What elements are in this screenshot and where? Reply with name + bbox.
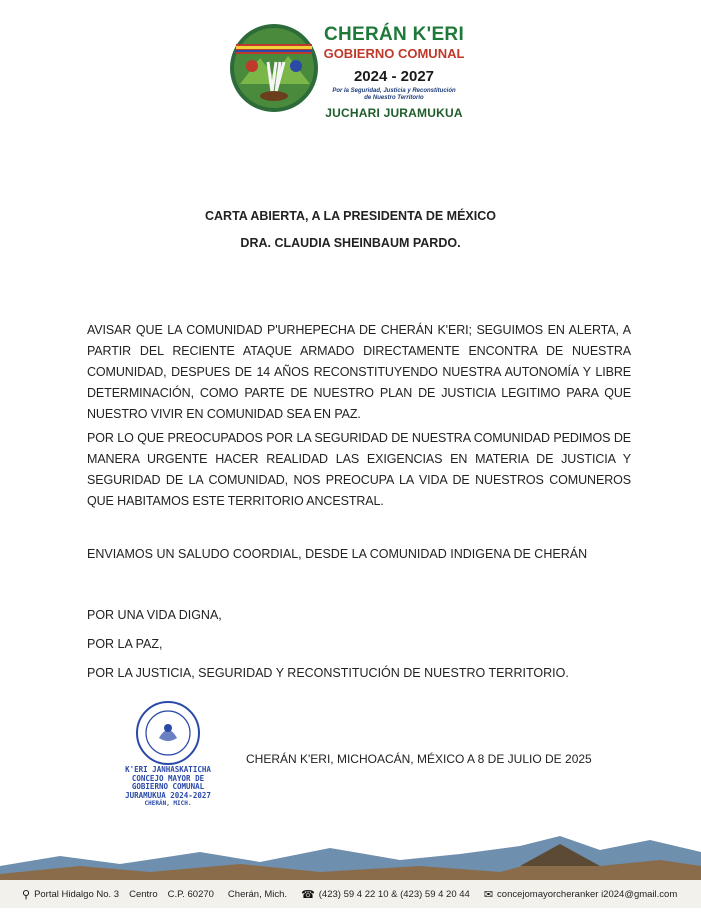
footer-address — [22, 888, 119, 901]
closing-line-2: POR LA PAZ, — [87, 637, 163, 651]
footer-contact-bar — [0, 880, 701, 908]
letter-heading: CARTA ABIERTA, A LA PRESIDENTA DE MÉXICO — [205, 209, 496, 223]
motto-name: JUCHARI JURAMUKUA — [325, 106, 463, 120]
footer-email — [484, 888, 677, 901]
footer-phones — [301, 888, 470, 901]
stamp-line-5: CHERÁN, MICH. — [144, 800, 192, 807]
paragraph-2: POR LO QUE PREOCUPADOS POR LA SEGURIDAD DE NUESTRA COMUNIDAD PEDIMOS DE MANERA URGENTE HACER REALIDAD LAS EXIGENCIAS EN MATERIA DE JUSTICIA Y SEGURIDAD DE LA COMUNIDAD, NOS PREOCUPA LA VIDA DE NUESTROS COMUNEROS QUE HABITAMOS ESTE TERRITORIO ANCESTRAL. — [87, 431, 631, 508]
location-pin-icon: ⚲ — [22, 888, 31, 901]
paragraph-1: AVISAR QUE LA COMUNIDAD P'URHEPECHA DE CHERÁN K'ERI; SEGUIMOS EN ALERTA, A PARTIR DEL RECIENTE ATAQUE ARMADO DIRECTAMENTE ENCONTRA DE NUESTRA COMUNIDAD, DESPUES DE 14 AÑOS RECONSTITUYENDO NUESTRA AUTONOMÍA Y LIBRE DETERMINACIÓN, COMO PARTE DE NUESTRO PLAN DE JUSTICIA LEGITIMO PARA QUE NUESTRO VIVIR EN COMUNIDAD SEA EN PAZ. — [87, 323, 631, 421]
footer-address-text: Portal Hidalgo No. 3 — [34, 888, 120, 900]
footer-city: Cherán, Mich. — [227, 888, 288, 900]
closing-line-3: POR LA JUSTICIA, SEGURIDAD Y RECONSTITUCIÓN DE NUESTRO TERRITORIO. — [87, 666, 569, 680]
tagline-line-2: de Nuestro Territorio — [364, 95, 424, 101]
footer-email-text[interactable]: concejomayorcheranker i2024@gmail.com — [497, 888, 678, 900]
recipient-heading: DRA. CLAUDIA SHEINBAUM PARDO. — [240, 236, 461, 250]
community-logo — [228, 22, 320, 114]
tagline-line-1: Por la Seguridad, Justicia y Reconstitución — [332, 88, 456, 94]
stamp-line-1: K'ERI JANHASKATICHA — [125, 765, 211, 774]
phone-icon: ☎ — [301, 888, 315, 901]
official-stamp — [118, 700, 218, 809]
mountain-banner — [0, 826, 701, 886]
stamp-line-3: GOBIERNO COMUNAL — [131, 782, 205, 791]
footer-phones-text: (423) 59 4 22 10 & (423) 59 4 20 44 — [318, 888, 470, 900]
government-subtitle: GOBIERNO COMUNAL — [323, 46, 465, 61]
closing-line-1: POR UNA VIDA DIGNA, — [87, 608, 222, 622]
footer-colonia: Centro — [129, 888, 158, 900]
envelope-icon: ✉ — [483, 888, 494, 901]
stamp-seal-icon — [135, 700, 201, 766]
term-years: 2024 - 2027 — [353, 68, 435, 85]
community-title: CHERÁN K'ERI — [323, 24, 465, 45]
greeting-line: ENVIAMOS UN SALUDO COORDIAL, DESDE LA COMUNIDAD INDIGENA DE CHERÁN — [87, 547, 588, 561]
stamp-line-4: JURAMUKUA 2024-2027 — [125, 790, 211, 800]
header-block — [320, 24, 468, 121]
stamp-line-2: CONCEJO MAYOR DE — [131, 773, 205, 783]
place-and-date: CHERÁN K'ERI, MICHOACÁN, MÉXICO A 8 DE JULIO DE 2025 — [246, 752, 592, 766]
footer-cp: C.P. 60270 — [167, 888, 214, 900]
